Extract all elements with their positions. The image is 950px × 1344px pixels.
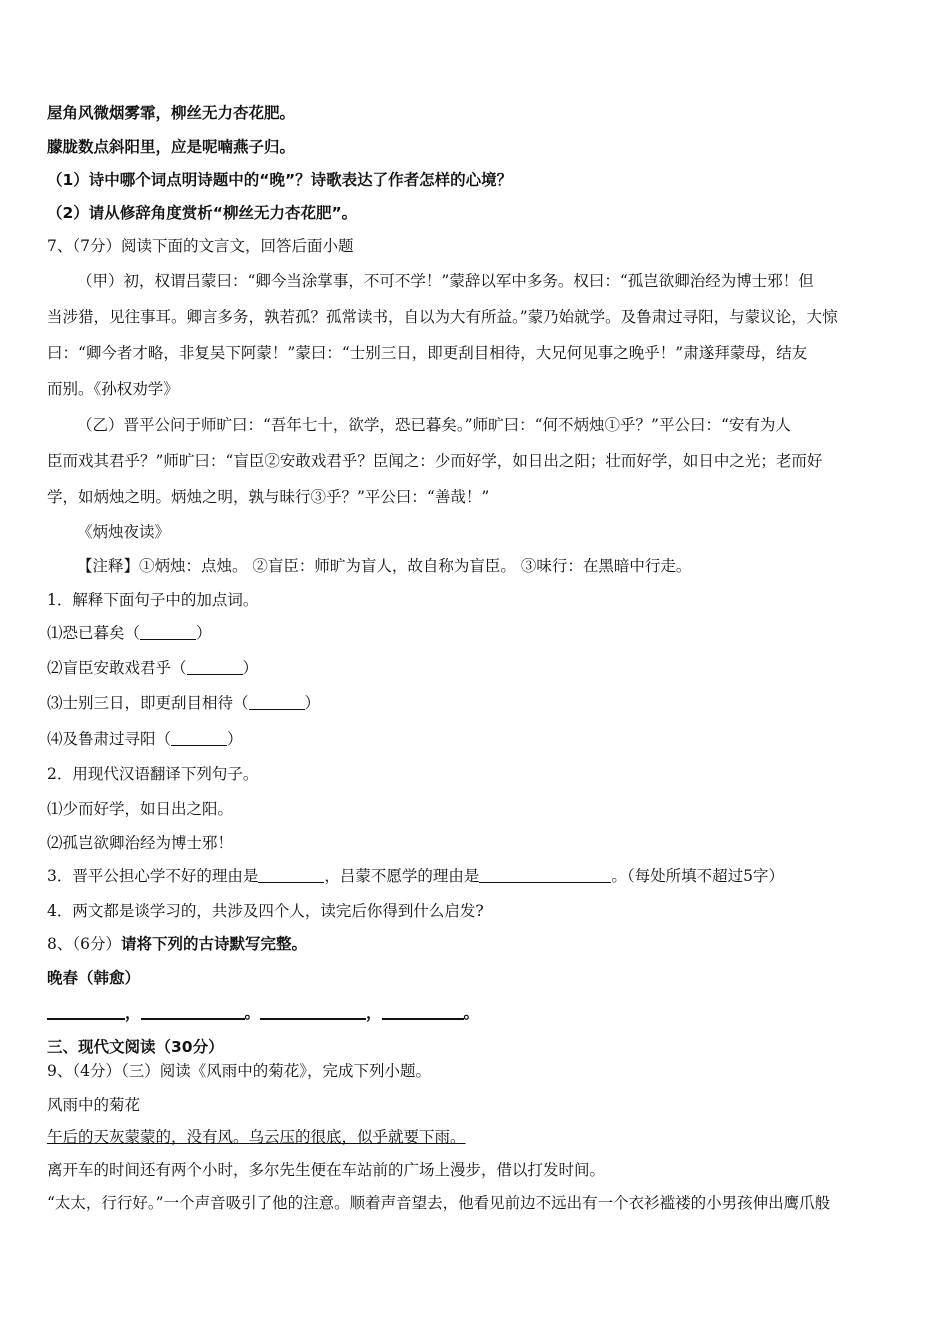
q7-yi-line-2: 臣而戏其君乎？”师旷曰：“盲臣②安敢戏君乎？臣闻之：少而好学，如日出之阳；壮而好学，如日中之光；老而好 [47,452,823,470]
q6-sub2: （2）请从修辞角度赏析“柳丝无力杏花肥”。 [47,204,358,222]
answer-blank[interactable] [141,1003,245,1020]
q7-sub2-item-1: ⑴少而好学，如日出之阳。 [47,800,234,818]
fill-punct: 。 [244,1004,261,1022]
q7-sub4: 4．两文都是谈学习的，共涉及四个人，读完后你得到什么启发? [47,902,484,920]
q7-yi-line-3: 学，如炳烛之明。炳烛之明，孰与昧行③乎？”平公曰：“善哉！” [47,488,490,506]
q7-sub3 [47,866,907,886]
q7-heading: 7、（7分）阅读下面的文言文，回答后面小题 [47,237,354,255]
q9-paragraph-3: “太太，行行好。”一个声音吸引了他的注意。顺着声音望去，他看见前边不远出有一个衣衫褴褛的小男孩伸出鹰爪般 [47,1194,831,1212]
fill-punct: 。 [463,1004,480,1022]
q7-note: 【注释】①炳烛：点烛。 ②盲臣：师旷为盲人，故自称为盲臣。 ③味行：在黑暗中行走。 [77,557,692,575]
q9-paragraph-1: 午后的天灰蒙蒙的，没有风。乌云压的很底，似乎就要下雨。 [47,1128,466,1146]
q8-instruction: 请将下列的古诗默写完整。 [120,935,307,953]
answer-blank[interactable] [258,867,324,883]
section-3-heading: 三、现代文阅读（30分） [47,1038,224,1056]
q7-sub2-item-2: ⑵孤岂欲卿治经为博士邪！ [47,834,234,852]
answer-blank[interactable] [479,867,611,883]
fill-punct: ， [366,1004,382,1022]
q8-prefix: 8、（6分） [47,935,121,953]
q7-jia-line-2: 当涉猎，见往事耳。卿言多务，孰若孤？孤常读书，自以为大有所益。”蒙乃始就学。及鲁肃过寻阳，与蒙议论，大惊 [47,308,838,326]
q7-sub2-heading: 2．用现代汉语翻译下列句子。 [47,765,259,783]
answer-blank[interactable] [47,1003,125,1020]
answer-blank[interactable] [249,694,305,710]
q6-sub1: （1）诗中哪个词点明诗题中的“晚”？诗歌表达了作者怎样的心境？ [47,171,513,189]
q7-jia-line-4: 而别。《孙权劝学》 [47,380,179,398]
fill-punct: ， [125,1004,141,1022]
item-close: ） [304,694,321,712]
poem-line-1: 屋角风微烟雾霏，柳丝无力杏花肥。 [47,104,296,122]
sub3-text-b: ，吕蒙不愿学的理由是 [324,867,480,885]
q7-jia-line-1: （甲）初，权谓吕蒙曰：“卿今当涂掌事，不可不学！”蒙辞以军中多务。权曰：“孤岂欲卿治经为博士邪！但 [77,272,814,290]
answer-blank[interactable] [187,659,243,675]
sub3-text-c: 。（每处所填不超过5字） [611,867,785,885]
item-close: ） [227,730,243,748]
item-label: ⑷及鲁肃过寻阳（ [47,730,172,748]
q7-sub1-item-2 [47,658,907,678]
q8-poem-title: 晚春（韩愈） [47,969,141,987]
item-label: ⑴恐已暮矣（ [47,624,141,642]
poem-line-2: 朦胧数点斜阳里，应是呢喃燕子归。 [47,138,296,156]
q7-yi-line-1: （乙）晋平公问于师旷曰：“吾年七十，欲学，恐已暮矣。”师旷曰：“何不炳烛①乎？”平公曰：“安有为人 [77,416,791,434]
sub3-text-a: 3．晋平公担心学不好的理由是 [47,867,259,885]
q7-sub1-item-1 [47,623,907,643]
item-close: ） [242,659,259,677]
q8-heading [47,934,907,954]
q7-jia-line-3: 曰：“卿今者才略，非复吴下阿蒙！”蒙曰：“士别三日，即更刮目相待，大兄何见事之晚乎！”肃遂拜蒙母，结友 [47,344,808,362]
q9-paragraph-2: 离开车的时间还有两个小时，多尔先生便在车站前的广场上漫步，借以打发时间。 [47,1161,606,1179]
q8-fill-line [47,1003,907,1023]
q7-yi-title: 《炳烛夜读》 [77,523,171,541]
q9-passage-title: 风雨中的菊花 [47,1096,141,1114]
q7-sub1-item-4 [47,729,907,749]
item-close: ） [196,624,212,642]
answer-blank[interactable] [382,1003,464,1020]
q7-sub1-heading: 1．解释下面句子中的加点词。 [47,591,259,609]
item-label: ⑶士别三日，即更刮目相待（ [47,694,249,712]
answer-blank[interactable] [171,730,227,746]
q7-sub1-item-3 [47,693,907,713]
answer-blank[interactable] [140,624,196,640]
answer-blank[interactable] [260,1003,366,1020]
item-label: ⑵盲臣安敢戏君乎（ [47,659,187,677]
q9-heading: 9、（4分）（三）阅读《风雨中的菊花》，完成下列小题。 [47,1062,431,1080]
